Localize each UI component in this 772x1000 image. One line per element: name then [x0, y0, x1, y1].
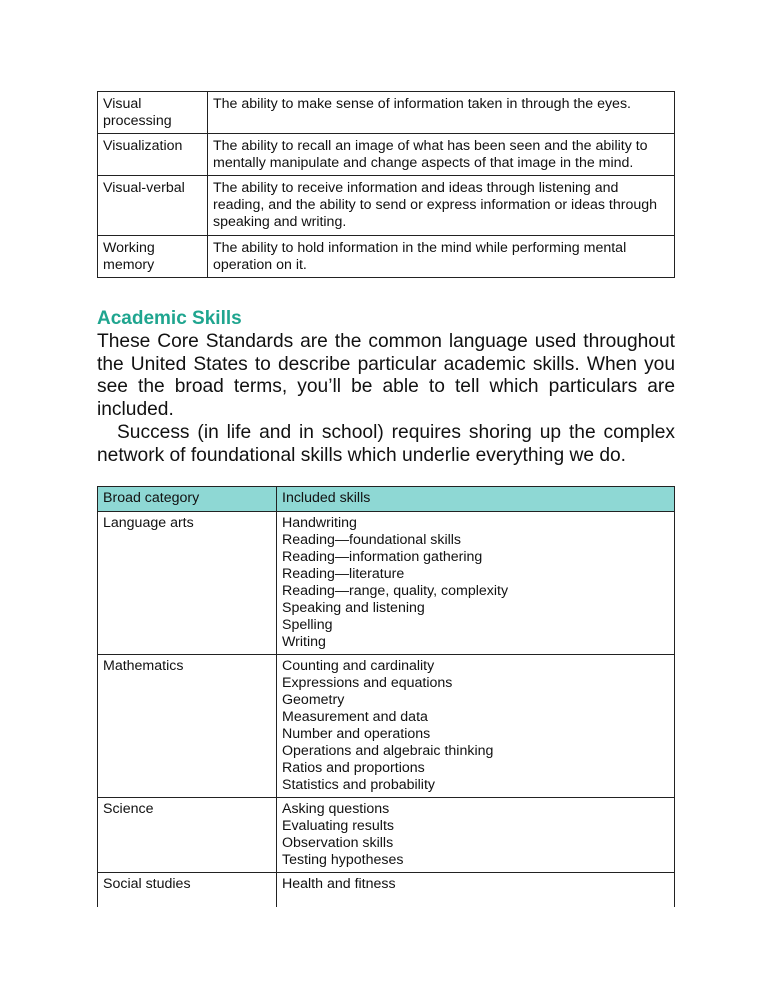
- definition-cell: The ability to receive information and ideas through listening and reading, and the ability to send or express information or ideas through speaking and writing.: [208, 176, 675, 236]
- section-heading: Academic Skills: [97, 308, 242, 329]
- skill-item: Spelling: [282, 617, 333, 633]
- term-cell: Working memory: [98, 236, 208, 278]
- skill-item: Measurement and data: [282, 709, 428, 725]
- skill-item: Health and fitness: [282, 876, 396, 892]
- skills-table: [97, 486, 675, 907]
- skill-item: Evaluating results: [282, 818, 394, 834]
- skill-item: Asking questions: [282, 801, 390, 817]
- term-cell: Visualization: [98, 134, 208, 176]
- table-header-row: [98, 487, 675, 512]
- skill-item: Testing hypotheses: [282, 852, 404, 868]
- category-cell: Mathematics: [98, 655, 277, 798]
- column-header-category: Broad category: [98, 487, 277, 512]
- category-cell: Social studies: [98, 873, 277, 908]
- skills-cell: [277, 655, 675, 798]
- category-cell: Language arts: [98, 512, 277, 655]
- paragraph: These Core Standards are the common language used throughout the United States to describe particular academic skills. When you see the broad terms, you’ll be able to tell which particulars are included.: [97, 331, 675, 421]
- skill-item: Reading—foundational skills: [282, 532, 462, 548]
- paragraph: Success (in life and in school) requires shoring up the complex network of foundational skills which underlie everything we do.: [97, 421, 675, 466]
- definitions-table: [97, 91, 675, 278]
- skill-item: Writing: [282, 634, 326, 650]
- term-cell: Visual processing: [98, 92, 208, 134]
- table-row: [98, 176, 675, 236]
- skill-item: Geometry: [282, 692, 345, 708]
- definition-cell: The ability to make sense of information taken in through the eyes.: [208, 92, 675, 134]
- skill-item: Expressions and equations: [282, 675, 453, 691]
- skills-cell: [277, 512, 675, 655]
- table-row: [98, 873, 675, 908]
- table-row: [98, 92, 675, 134]
- skill-item: Reading—literature: [282, 566, 405, 582]
- skill-item: Statistics and probability: [282, 777, 435, 793]
- body-text: [97, 331, 675, 467]
- term-cell: Visual-verbal: [98, 176, 208, 236]
- skills-cell: [277, 873, 675, 908]
- definition-cell: The ability to recall an image of what has been seen and the ability to mentally manipulate and change aspects of that image in the mind.: [208, 134, 675, 176]
- skill-item: Reading—range, quality, complexity: [282, 583, 509, 599]
- table-row: [98, 236, 675, 278]
- table-row: [98, 798, 675, 873]
- category-cell: Science: [98, 798, 277, 873]
- table-row: [98, 512, 675, 655]
- skills-cell: [277, 798, 675, 873]
- skill-item: Speaking and listening: [282, 600, 425, 616]
- skill-item: Counting and cardinality: [282, 658, 435, 674]
- skill-item: Operations and algebraic thinking: [282, 743, 494, 759]
- table-row: [98, 655, 675, 798]
- skill-item: Number and operations: [282, 726, 431, 742]
- definition-cell: The ability to hold information in the mind while performing mental operation on it.: [208, 236, 675, 278]
- skill-item: Ratios and proportions: [282, 760, 425, 776]
- skill-item: Observation skills: [282, 835, 394, 851]
- table-row: [98, 134, 675, 176]
- skill-item: Reading—information gathering: [282, 549, 483, 565]
- skill-item: Handwriting: [282, 515, 357, 531]
- column-header-skills: Included skills: [277, 487, 675, 512]
